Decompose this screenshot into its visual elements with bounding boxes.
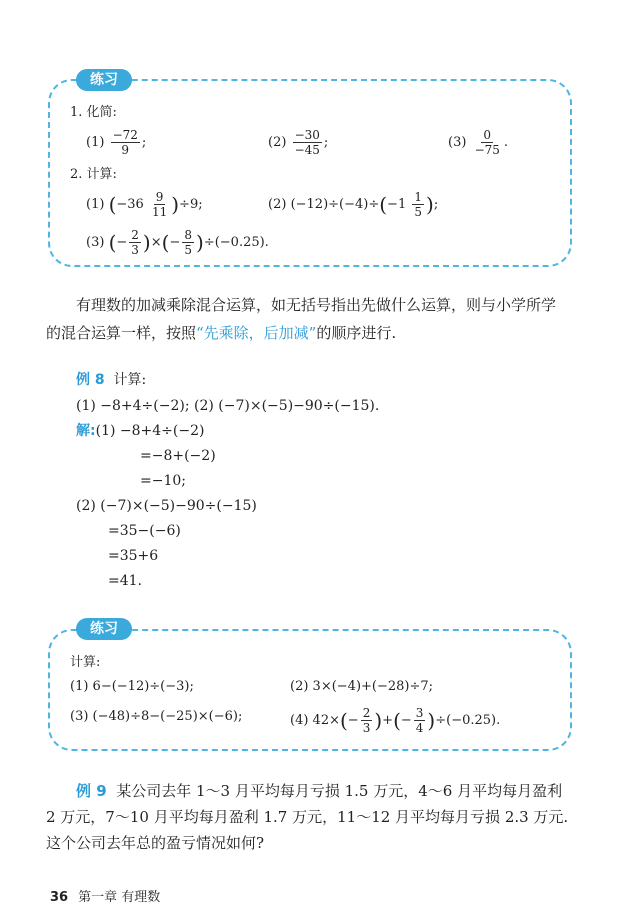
solution-step: =35−(−6): [108, 523, 181, 539]
fraction: $\frac{2}{3}$: [131, 228, 139, 257]
practice-tag-2: 练习: [76, 618, 132, 640]
rule-paragraph-line-2: 的混合运算一样，按照“先乘除，后加减”的顺序进行.: [46, 324, 397, 342]
fraction: $\frac{1}{5}$: [414, 190, 422, 219]
question-1-title: 1. 化简:: [70, 105, 117, 120]
chapter-title: 第一章 有理数: [78, 890, 161, 905]
highlighted-rule: “先乘除，后加减”: [196, 324, 317, 342]
rule-paragraph-line-1: 有理数的加减乘除混合运算，如无括号指出先做什么运算，则与小学所学: [76, 296, 557, 314]
solution-step: =−10;: [140, 473, 186, 489]
practice-tag-1: 练习: [76, 69, 132, 91]
question-1-part-1: (1) $\frac{-72}{9}$ ;: [86, 128, 147, 157]
practice-2-part-2: (2) 3×(−4)+(−28)÷7;: [290, 679, 434, 694]
solution-label: 解:: [76, 423, 96, 439]
question-2-part-1: (1) (−36 $\frac{9}{11}$ )÷9;: [86, 190, 203, 219]
page-footer: [50, 886, 160, 905]
question-2-part-3: (3) (− $\frac{2}{3}$ )×(− $\frac{8}{5}$ )÷(−0.25).: [86, 228, 269, 257]
question-1-part-3: (3) $\frac{0}{-75}$ .: [448, 128, 509, 157]
solution-step: =35+6: [108, 548, 159, 564]
fraction: $\frac{3}{4}$: [415, 706, 424, 735]
example-9-label: 例 9: [76, 782, 107, 800]
example-8-heading: 例 8 计算:: [76, 372, 147, 388]
example-8-solution-2-head: (2) (−7)×(−5)−90÷(−15): [76, 498, 257, 514]
practice-2-part-1: (1) 6−(−12)÷(−3);: [70, 679, 194, 694]
example-8-label: 例 8: [76, 372, 105, 388]
practice-2-part-3: (3) (−48)÷8−(−25)×(−6);: [70, 709, 243, 724]
fraction: $\frac{2}{3}$: [362, 706, 371, 735]
practice-2-title: 计算:: [70, 655, 101, 670]
fraction: $\frac{-72}{9}$: [112, 128, 138, 157]
example-9-line-3: 这个公司去年总的盈亏情况如何?: [46, 834, 265, 852]
practice-2-part-4: (4) 42×(− $\frac{2}{3}$ )+(− $\frac{3}{4}$ )÷(−0.25).: [290, 706, 501, 735]
example-8-solution-1-head: 解:(1) −8+4÷(−2): [76, 423, 205, 439]
example-9-line-2: 2 万元，7～10 月平均每月盈利 1.7 万元，11～12 月平均每月亏损 2.3 万元.: [46, 808, 569, 826]
page-number: 36: [50, 890, 69, 905]
solution-step: =−8+(−2): [140, 448, 216, 464]
example-8-problems: (1) −8+4÷(−2); (2) (−7)×(−5)−90÷(−15).: [76, 398, 380, 414]
fraction: $\frac{8}{5}$: [184, 228, 192, 257]
example-9-line-1: 例 9 某公司去年 1～3 月平均每月亏损 1.5 万元，4～6 月平均每月盈利: [76, 782, 563, 800]
question-1-part-2: (2) $\frac{-30}{-45}$ ;: [268, 128, 329, 157]
question-2-part-2: (2) (−12)÷(−4)÷(−1 $\frac{1}{5}$ );: [268, 190, 439, 219]
fraction: $\frac{-30}{-45}$: [294, 128, 320, 157]
solution-step: =41.: [108, 573, 142, 589]
fraction: $\frac{0}{-75}$: [474, 128, 500, 157]
question-2-title: 2. 计算:: [70, 167, 117, 182]
fraction: $\frac{9}{11}$: [151, 190, 168, 219]
